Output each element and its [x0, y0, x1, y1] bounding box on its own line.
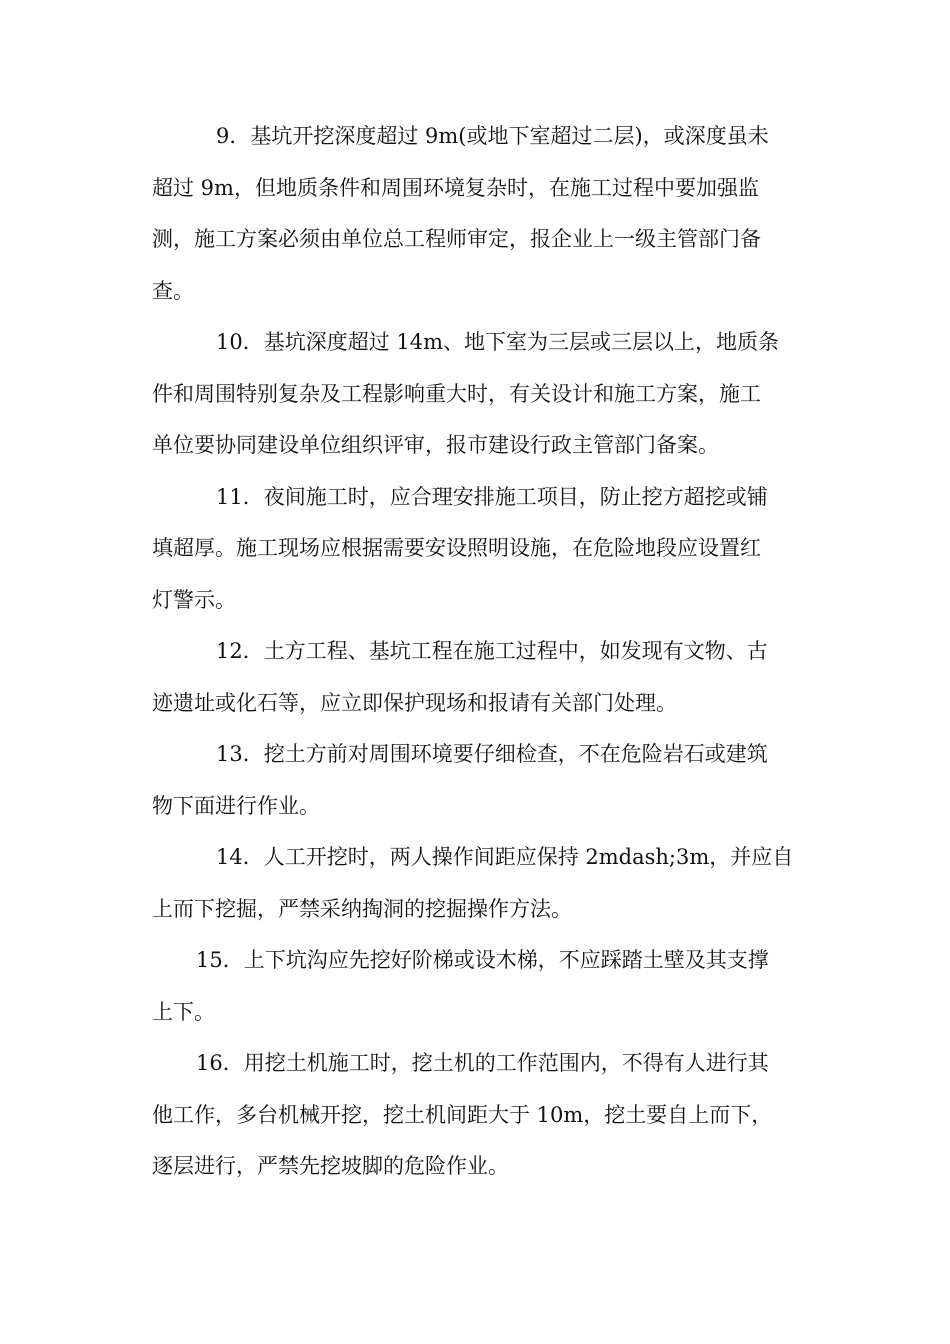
paragraph-item-9: 9．基坑开挖深度超过 9m(或地下室超过二层)，或深度虽未 超过 9m，但地质条件和周围环境复杂时，在施工过程中要加强监 测，施工方案必须由单位总工程师审定，报企业上一级主管部门备 查。: [152, 124, 769, 303]
document-body: [152, 111, 802, 1193]
paragraph-item-10: 10．基坑深度超过 14m、地下室为三层或三层以上，地质条 件和周围特别复杂及工程影响重大时，有关设计和施工方案，施工 单位要协同建设单位组织评审，报市建设行政主管部门备案。: [152, 330, 780, 457]
paragraph-item-16: 16．用挖土机施工时，挖土机的工作范围内，不得有人进行其 他工作，多台机械开挖，挖土机间距大于 10m，挖土要自上而下， 逐层进行，严禁先挖坡脚的危险作业。: [152, 1051, 773, 1178]
paragraph-item-14: 14．人工开挖时，两人操作间距应保持 2mdash;3m，并应自 上而下挖掘，严禁采纳掏洞的挖掘操作方法。: [152, 845, 794, 921]
paragraph-item-11: 11．夜间施工时，应合理安排施工项目，防止挖方超挖或铺 填超厚。施工现场应根据需要安设照明设施，在危险地段应设置红 灯警示。: [152, 484, 768, 612]
paragraph-item-15: 15．上下坑沟应先挖好阶梯或设木梯，不应踩踏土壁及其支撑 上下。: [152, 948, 769, 1024]
paragraph-item-12: 12．土方工程、基坑工程在施工过程中，如发现有文物、古 迹遗址或化石等，应立即保护现场和报请有关部门处理。: [152, 639, 768, 715]
paragraph-item-13: 13．挖土方前对周围环境要仔细检查，不在危险岩石或建筑 物下面进行作业。: [152, 742, 768, 818]
